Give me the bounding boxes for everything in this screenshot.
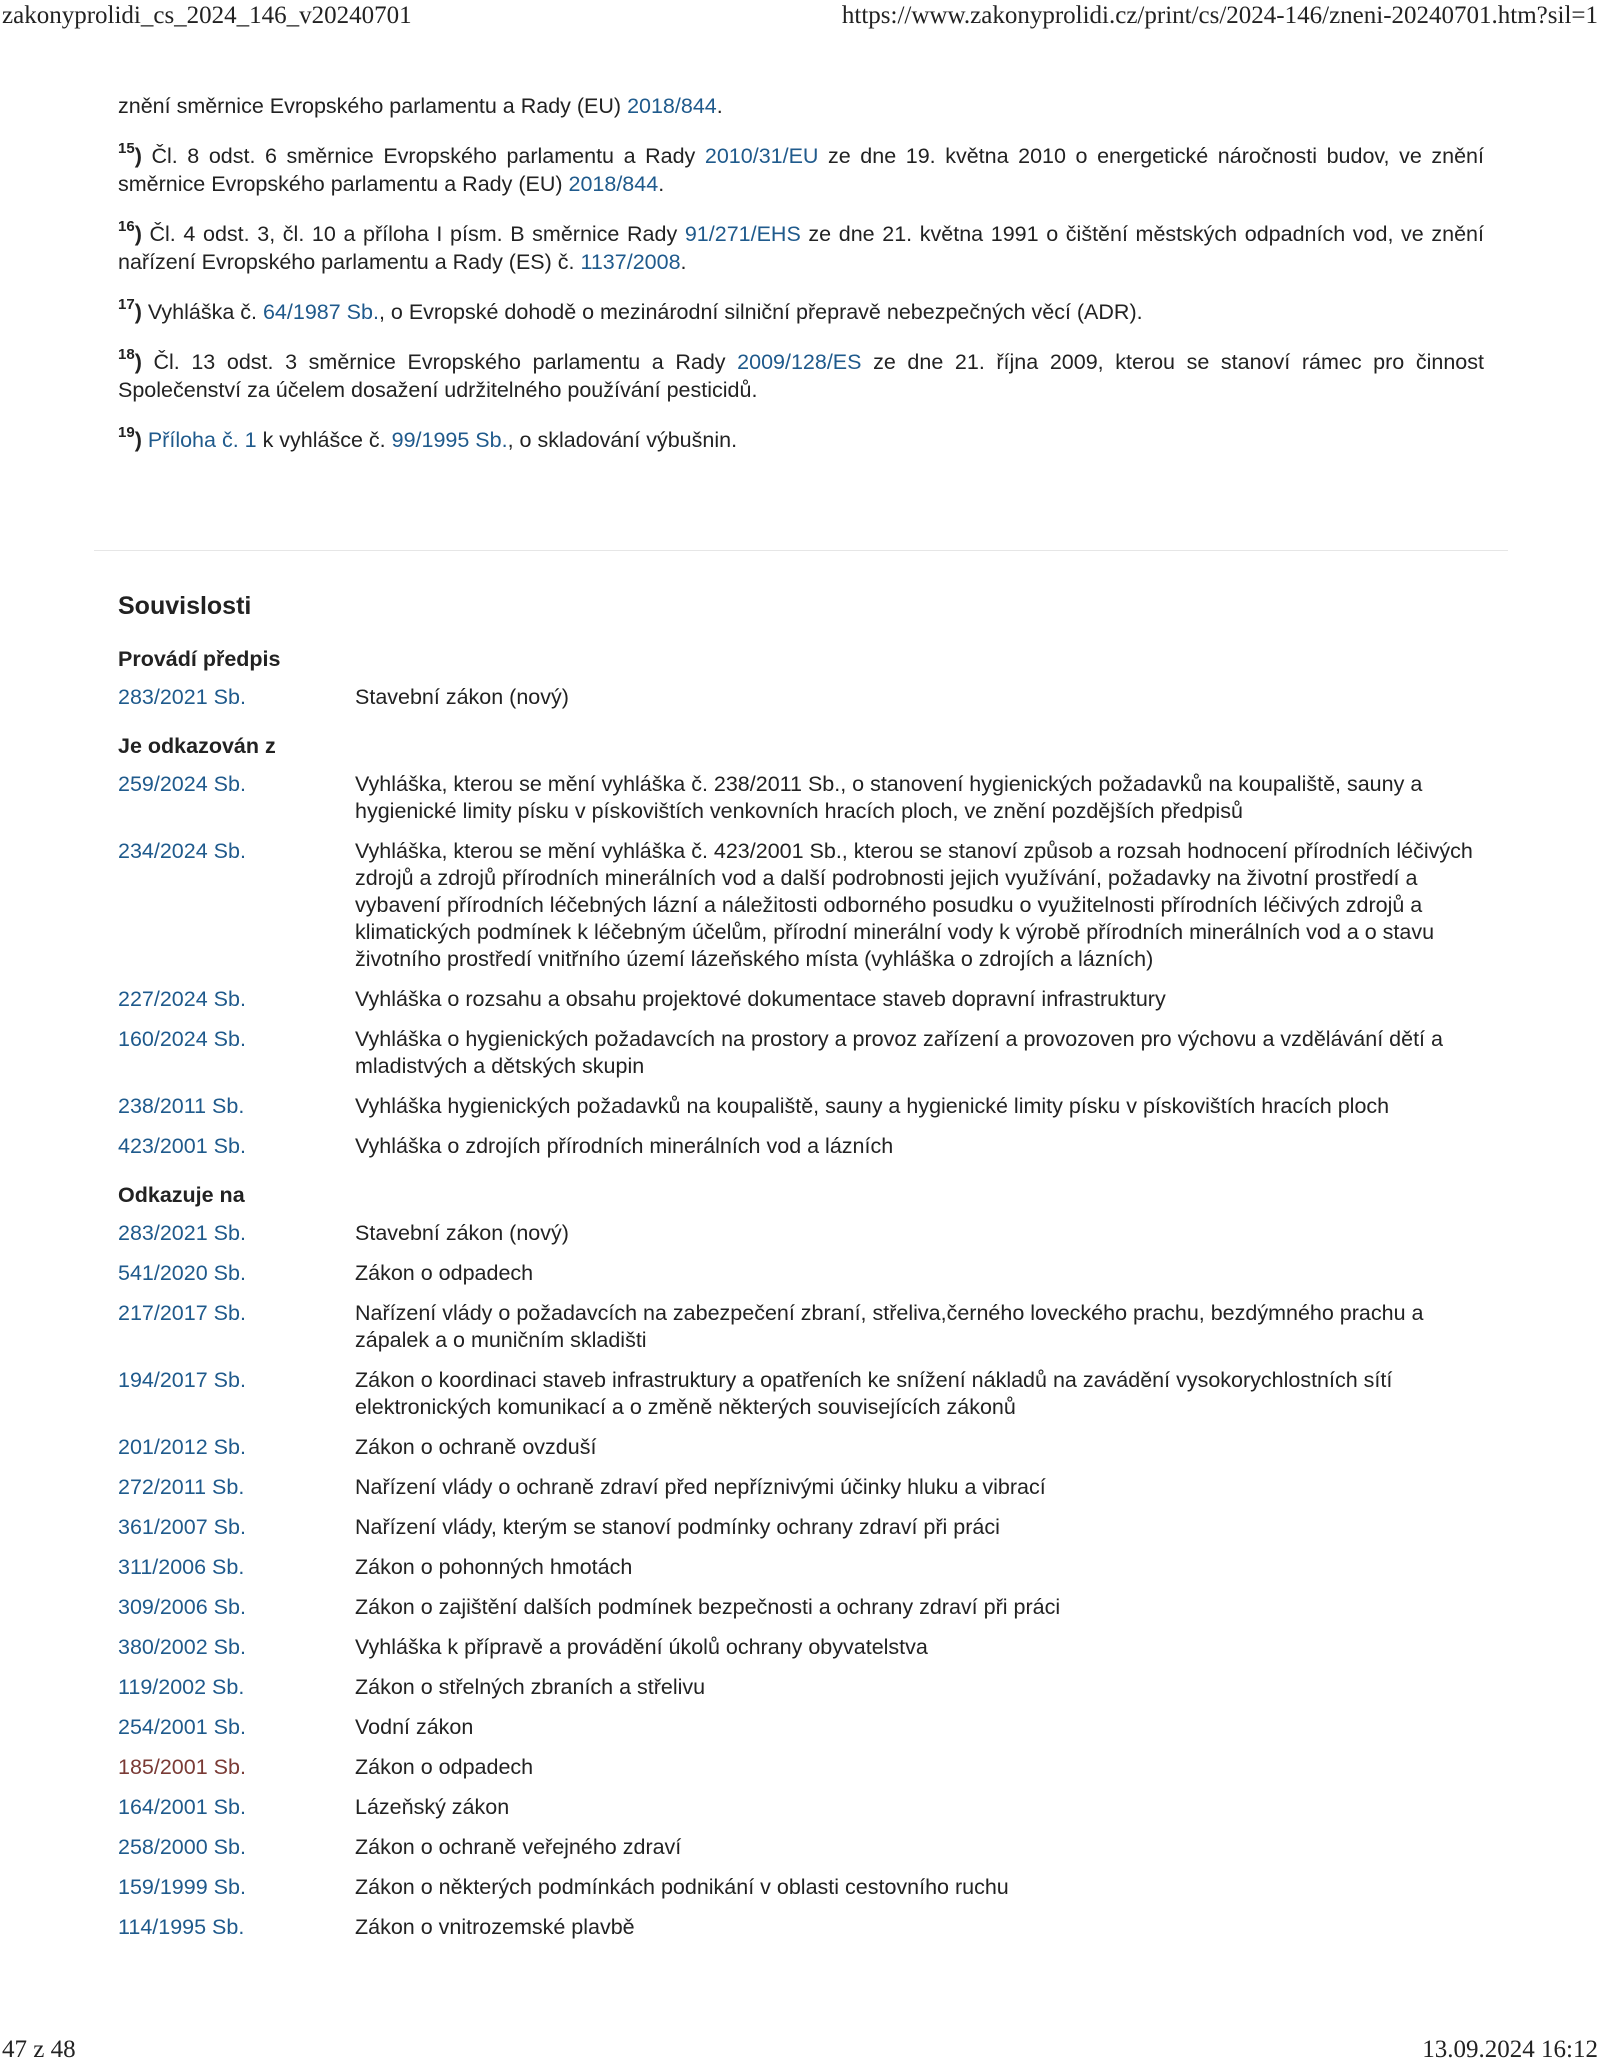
related-row	[118, 1754, 1484, 1781]
footnote-link[interactable]: 64/1987 Sb.	[262, 300, 379, 324]
related-list	[118, 1220, 1484, 1941]
related-title: Zákon o koordinaci staveb infrastruktury a opatřeních ke snížení nákladů na zavádění vysokorychlostních sítí elektronických komunikací a o změně některých souvisejících zákonů	[355, 1368, 1393, 1419]
related-title: Zákon o pohonných hmotách	[355, 1555, 633, 1579]
related-row	[118, 1914, 1484, 1941]
group-heading: Provádí předpis	[118, 647, 281, 671]
print-header-url: https://www.zakonyprolidi.cz/print/cs/2024-146/zneni-20240701.htm?sil=1	[841, 2, 1598, 29]
related-ref-link[interactable]: 238/2011 Sb.	[118, 1094, 245, 1118]
related-ref-link[interactable]: 194/2017 Sb.	[118, 1368, 246, 1392]
footnote-link[interactable]: Příloha č. 1	[147, 428, 257, 452]
related-ref-link[interactable]: 159/1999 Sb.	[118, 1875, 246, 1899]
footnote-mark: $^{16}$)	[118, 217, 142, 246]
footnote-mark: $^{19}$)	[118, 423, 142, 452]
related-ref-link[interactable]: 258/2000 Sb.	[118, 1835, 246, 1859]
related-row	[118, 1874, 1484, 1901]
footnote-text: Čl. 4 odst. 3, čl. 10 a příloha I písm. B směrnice Rady	[149, 222, 685, 246]
related-row	[118, 1300, 1484, 1354]
footnote-link[interactable]: 2010/31/EU	[704, 144, 819, 168]
related-title: Zákon o ochraně veřejného zdraví	[355, 1835, 682, 1859]
print-footer	[0, 2036, 1600, 2068]
section-divider	[94, 550, 1508, 551]
related-row	[118, 1714, 1484, 1741]
related-ref-link[interactable]: 201/2012 Sb.	[118, 1435, 246, 1459]
footnote-text: Čl. 13 odst. 3 směrnice Evropského parlamentu a Rady	[153, 350, 738, 374]
footnote-mark: $^{18}$)	[118, 345, 142, 374]
footnote-link[interactable]: 91/271/EHS	[684, 222, 801, 246]
related-title: Lázeňský zákon	[355, 1795, 510, 1819]
footnote-text: .	[680, 250, 687, 274]
related-ref-link[interactable]: 164/2001 Sb.	[118, 1795, 246, 1819]
related-title: Vyhláška k přípravě a provádění úkolů ochrany obyvatelstva	[355, 1635, 928, 1659]
related-row	[118, 838, 1484, 973]
souvislosti-heading: Souvislosti	[118, 592, 252, 620]
related-row	[118, 1220, 1484, 1247]
footnote-text: ze dne 21. května 1991 o čištění městských odpadních vod, ve znění nařízení Evropského parlamentu a Rady (ES) č.	[118, 222, 1484, 274]
related-row	[118, 1594, 1484, 1621]
related-title: Zákon o odpadech	[355, 1261, 534, 1285]
odkazuje-na-group	[118, 1180, 1484, 1941]
related-ref-link[interactable]: 380/2002 Sb.	[118, 1635, 246, 1659]
related-ref-link[interactable]: 311/2006 Sb.	[118, 1555, 245, 1579]
footnote-18	[118, 345, 1484, 404]
related-title: Zákon o střelných zbraních a střelivu	[355, 1675, 706, 1699]
page-number: 47 z 48	[2, 2036, 76, 2063]
footnote-text: ze dne 19. května 2010 o energetické náročnosti budov, ve znění směrnice Evropského parlamentu a Rady (EU)	[118, 144, 1484, 196]
related-list	[118, 771, 1484, 1160]
footnote-mark: $^{15}$)	[118, 139, 142, 168]
footnote-link[interactable]: 2018/844	[627, 94, 717, 118]
footnote-16	[118, 217, 1484, 276]
related-ref-link[interactable]: 423/2001 Sb.	[118, 1134, 246, 1158]
related-ref-link[interactable]: 119/2002 Sb.	[118, 1675, 245, 1699]
related-row	[118, 986, 1484, 1013]
footnote-text: .	[716, 94, 723, 118]
related-title: Stavební zákon (nový)	[355, 685, 569, 709]
related-row	[118, 684, 1484, 711]
souvislosti-section	[118, 588, 1484, 1961]
related-ref-link[interactable]: 272/2011 Sb.	[118, 1475, 245, 1499]
footnote-mark: $^{17}$)	[118, 295, 142, 324]
footnote-continuation	[118, 92, 1484, 120]
related-row	[118, 1554, 1484, 1581]
footnote-text: Čl. 8 odst. 6 směrnice Evropského parlamentu a Rady	[151, 144, 705, 168]
related-row	[118, 1674, 1484, 1701]
related-row	[118, 1514, 1484, 1541]
related-title: Vyhláška o zdrojích přírodních minerálních vod a lázních	[355, 1134, 894, 1158]
related-row	[118, 1474, 1484, 1501]
footnote-link[interactable]: 99/1995 Sb.	[391, 428, 508, 452]
footnote-link[interactable]: 2018/844	[568, 172, 659, 196]
related-ref-link[interactable]: 227/2024 Sb.	[118, 987, 246, 1011]
related-title: Vyhláška o hygienických požadavcích na prostory a provoz zařízení a provozoven pro výchovu a vzdělávání dětí a mladistvých a dětských skupin	[355, 1027, 1443, 1078]
footnote-text: Vyhláška č.	[147, 300, 263, 324]
related-row	[118, 1794, 1484, 1821]
related-ref-link[interactable]: 283/2021 Sb.	[118, 1221, 246, 1245]
related-row	[118, 1634, 1484, 1661]
related-row	[118, 1093, 1484, 1120]
related-title: Zákon o vnitrozemské plavbě	[355, 1915, 635, 1939]
related-ref-link[interactable]: 160/2024 Sb.	[118, 1027, 246, 1051]
footnote-link[interactable]: 1137/2008	[580, 250, 681, 274]
related-title: Nařízení vlády o ochraně zdraví před nepříznivými účinky hluku a vibrací	[355, 1475, 1046, 1499]
related-title: Vodní zákon	[355, 1715, 474, 1739]
related-ref-link[interactable]: 541/2020 Sb.	[118, 1261, 246, 1285]
footnote-text: k vyhlášce č.	[256, 428, 392, 452]
related-row	[118, 1367, 1484, 1421]
related-row	[118, 1434, 1484, 1461]
related-title: Zákon o odpadech	[355, 1755, 534, 1779]
related-title: Vyhláška hygienických požadavků na koupaliště, sauny a hygienické limity písku v pískovištích hracích ploch	[355, 1094, 1390, 1118]
related-title: Vyhláška, kterou se mění vyhláška č. 238/2011 Sb., o stanovení hygienických požadavků na koupaliště, sauny a hygienické limity písku v pískovištích venkovních hracích ploch, ve znění pozdějších předpisů	[355, 772, 1423, 823]
footnote-text: , o Evropské dohodě o mezinárodní silniční přepravě nebezpečných věcí (ADR).	[378, 300, 1143, 324]
related-title: Zákon o zajištění dalších podmínek bezpečnosti a ochrany zdraví při práci	[355, 1595, 1061, 1619]
related-row	[118, 1834, 1484, 1861]
print-header-document-id: zakonyprolidi_cs_2024_146_v20240701	[2, 2, 412, 29]
print-timestamp: 13.09.2024 16:12	[1422, 2036, 1598, 2063]
footnote-link[interactable]: 2009/128/ES	[737, 350, 862, 374]
group-heading: Odkazuje na	[118, 1183, 245, 1207]
footnote-text: ze dne 21. října 2009, kterou se stanoví rámec pro činnost Společenství za účelem dosažení udržitelného používání pesticidů.	[118, 350, 1484, 402]
related-title: Nařízení vlády o požadavcích na zabezpečení zbraní, střeliva,černého loveckého prachu, bezdýmného prachu a zápalek a o muničním skladišti	[355, 1301, 1424, 1352]
related-ref-link[interactable]: 185/2001 Sb.	[118, 1755, 246, 1779]
related-row	[118, 1133, 1484, 1160]
footnote-text: znění směrnice Evropského parlamentu a Rady (EU)	[118, 94, 628, 118]
related-ref-link[interactable]: 217/2017 Sb.	[118, 1301, 246, 1325]
related-title: Zákon o některých podmínkách podnikání v oblasti cestovního ruchu	[355, 1875, 1009, 1899]
related-row	[118, 771, 1484, 825]
related-ref-link[interactable]: 114/1995 Sb.	[118, 1915, 245, 1939]
related-ref-link[interactable]: 254/2001 Sb.	[118, 1715, 246, 1739]
related-title: Stavební zákon (nový)	[355, 1221, 569, 1245]
related-row	[118, 1026, 1484, 1080]
related-list	[118, 684, 1484, 711]
footnote-15	[118, 139, 1484, 198]
related-ref-link[interactable]: 283/2021 Sb.	[118, 685, 246, 709]
footnote-19	[118, 423, 1484, 454]
print-header	[0, 2, 1600, 34]
related-ref-link[interactable]: 234/2024 Sb.	[118, 839, 246, 863]
related-title: Vyhláška o rozsahu a obsahu projektové dokumentace staveb dopravní infrastruktury	[355, 987, 1166, 1011]
group-heading: Je odkazován z	[118, 734, 276, 758]
related-ref-link[interactable]: 361/2007 Sb.	[118, 1515, 246, 1539]
related-title: Nařízení vlády, kterým se stanoví podmínky ochrany zdraví při práci	[355, 1515, 1000, 1539]
footnote-text: .	[658, 172, 665, 196]
related-title: Zákon o ochraně ovzduší	[355, 1435, 597, 1459]
related-row	[118, 1260, 1484, 1287]
provadi-predpis-group	[118, 644, 1484, 711]
related-title: Vyhláška, kterou se mění vyhláška č. 423/2001 Sb., kterou se stanoví způsob a rozsah hodnocení přírodních léčivých zdrojů a zdrojů přírodních minerálních vod a další podrobnosti jejich využívání, požadavky na životní prostředí a vybavení přírodních léčebných lázní a náležitosti odborného posudku o využitelnosti přírodních léčivých zdrojů a klimatických podmínek k léčebným účelům, přírodní minerální vody k výrobě přírodních minerálních vod a o stavu životního prostředí vnitřního území lázeňského místa (vyhláška o zdrojích a lázních)	[355, 839, 1473, 971]
footnote-text: , o skladování výbušnin.	[507, 428, 738, 452]
footnote-17	[118, 295, 1484, 326]
related-ref-link[interactable]: 259/2024 Sb.	[118, 772, 246, 796]
related-ref-link[interactable]: 309/2006 Sb.	[118, 1595, 246, 1619]
je-odkazovan-z-group	[118, 731, 1484, 1160]
footnotes	[118, 92, 1484, 476]
